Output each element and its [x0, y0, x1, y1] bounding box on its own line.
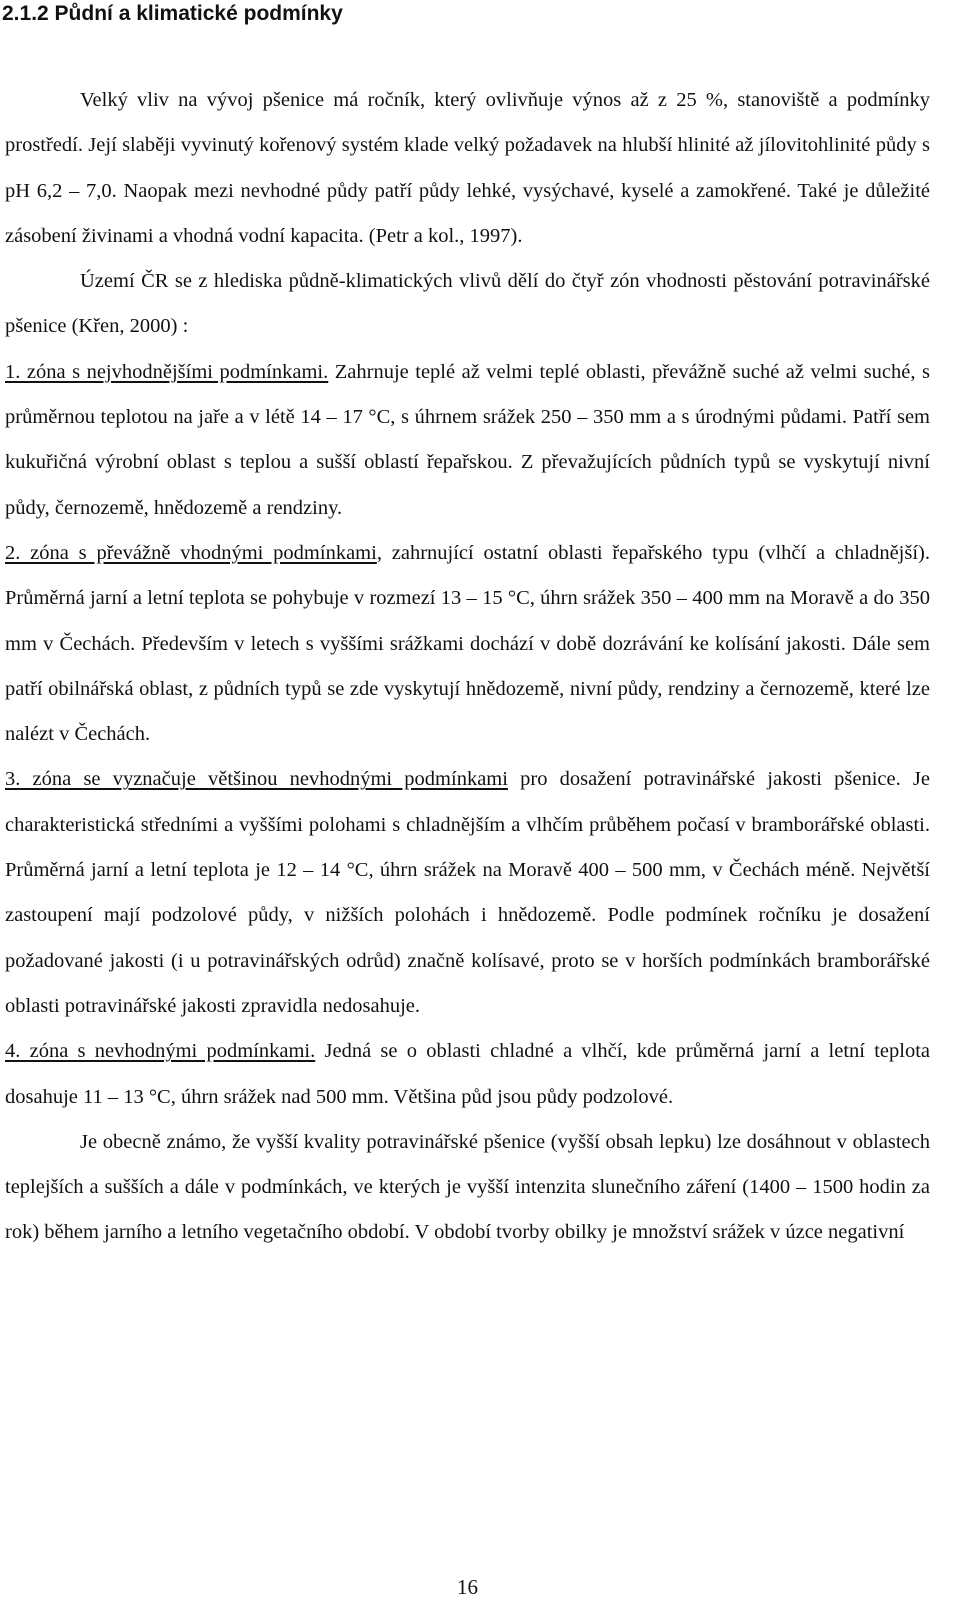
zone-1-title: 1. zóna s nejvhodnějšími podmínkami. — [5, 360, 329, 383]
paragraph-zone-3 — [5, 757, 930, 1029]
zone-2-title: 2. zóna s převážně vhodnými podmínkami — [5, 541, 377, 564]
paragraph-zone-1 — [5, 350, 930, 531]
paragraph-regions: Území ČR se z hlediska půdně-klimatických vlivů dělí do čtyř zón vhodnosti pěstování potravinářské pšenice (Křen, 2000) : — [5, 270, 930, 338]
paragraph-zone-2 — [5, 531, 930, 757]
section-heading: 2.1.2 Půdní a klimatické podmínky — [2, 2, 343, 25]
paragraph-closing: Je obecně známo, že vyšší kvality potravinářské pšenice (vyšší obsah lepku) lze dosáhnout v oblastech teplejších a sušších a dále v podmínkách, ve kterých je vyšší intenzita slunečního záření (1400 – 1500 hodin za rok) během jarního a letního vegetačního období. V období tvorby obilky je množství srážek v úzce negativní — [5, 1130, 930, 1244]
paragraph-zone-4 — [5, 1029, 930, 1120]
page-number: 16 — [457, 1575, 478, 1599]
zone-4-text: Jedná se o oblasti chladné a vlhčí, kde průměrná jarní a letní teplota dosahuje 11 – 13 °C, úhrn srážek nad 500 mm. Většina půd jsou půdy podzolové. — [5, 1040, 930, 1108]
zone-3-text: pro dosažení potravinářské jakosti pšenice. Je charakteristická středními a vyššími polohami s chladnějším a vlhčím průběhem počasí v bramborářské oblasti. Průměrná jarní a letní teplota je 12 – 14 °C, úhrn srážek na Moravě 400 – 500 mm, v Čechách méně. Největší zastoupení mají podzolové půdy, v nižších polohách i hnědozemě. Podle podmínek ročníku je dosažení požadované jakosti (i u potravinářských odrůd) značně kolísavé, proto se v horších podmínkách bramborářské oblasti potravinářské jakosti zpravidla nedosahuje. — [5, 768, 930, 1017]
zone-2-text: , zahrnující ostatní oblasti řepařského typu (vlhčí a chladnější). Průměrná jarní a letní teplota se pohybuje v rozmezí 13 – 15 °C, úhrn srážek 350 – 400 mm na Moravě a do 350 mm v Čechách. Především v letech s vyššími srážkami dochází v době dozrávání ke kolísání jakosti. Dále sem patří obilnářská oblast, z půdních typů se zde vyskytují hnědozemě, nivní půdy, rendziny a černozemě, které lze nalézt v Čechách. — [5, 541, 930, 746]
zone-4-title: 4. zóna s nevhodnými podmínkami. — [5, 1040, 316, 1063]
zone-1-text: Zahrnuje teplé až velmi teplé oblasti, převážně suché až velmi suché, s průměrnou teplotou na jaře a v létě 14 – 17 °C, s úhrnem srážek 250 – 350 mm a s úrodnými půdami. Patří sem kukuřičná výrobní oblast s teplou a sušší oblastí řepařskou. Z převažujících půdních typů se vyskytují nivní půdy, černozemě, hnědozemě a rendziny. — [5, 360, 930, 519]
body-text — [5, 78, 930, 1256]
paragraph-intro: Velký vliv na vývoj pšenice má ročník, který ovlivňuje výnos až z 25 %, stanoviště a podmínky prostředí. Její slaběji vyvinutý kořenový systém klade velký požadavek na hlubší hlinité až jílovitohlinité půdy s pH 6,2 – 7,0. Naopak mezi nevhodné půdy patří půdy lehké, vysýchavé, kyselé a zamokřené. Také je důležité zásobení živinami a vhodná vodní kapacita. (Petr a kol., 1997). — [5, 89, 930, 247]
zone-3-title: 3. zóna se vyznačuje většinou nevhodnými podmínkami — [5, 768, 508, 791]
